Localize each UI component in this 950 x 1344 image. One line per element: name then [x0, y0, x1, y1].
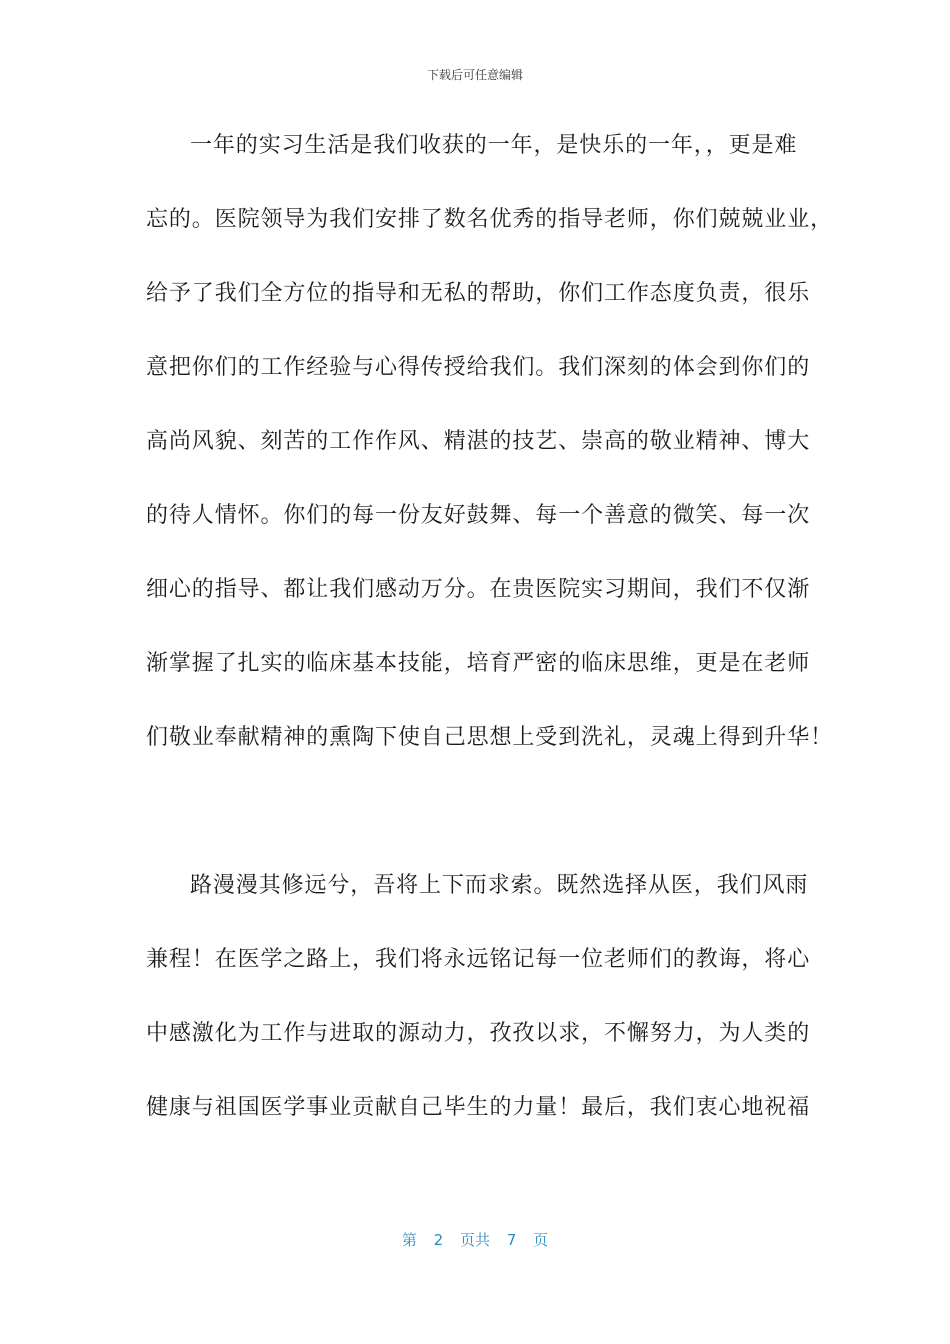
paragraph-line: 健康与祖国医学事业贡献自己毕生的力量！最后，我们衷心地祝福	[146, 1095, 811, 1120]
footer-middle: 页共	[459, 1231, 490, 1249]
document-body	[146, 122, 834, 1158]
paragraph-line: 给予了我们全方位的指导和无私的帮助，你们工作态度负责，很乐	[146, 281, 811, 306]
footer-suffix: 页	[533, 1231, 549, 1249]
paragraph-line: 高尚风貌、刻苦的工作作风、精湛的技艺、崇高的敬业精神、博大	[146, 429, 811, 454]
paragraph-line: 一年的实习生活是我们收获的一年，是快乐的一年，，更是难	[190, 133, 798, 158]
footer-total-pages: 7	[506, 1231, 517, 1249]
paragraph-2	[146, 862, 811, 1158]
page-footer	[0, 1229, 950, 1250]
paragraph-line: 渐掌握了扎实的临床基本技能，培育严密的临床思维，更是在老师	[146, 651, 811, 676]
paragraph-line: 们敬业奉献精神的熏陶下使自己思想上受到洗礼，灵魂上得到升华！	[146, 725, 834, 750]
paragraph-line: 意把你们的工作经验与心得传授给我们。我们深刻的体会到你们的	[146, 355, 811, 380]
paragraph-line: 细心的指导、都让我们感动万分。在贵医院实习期间，我们不仅渐	[146, 577, 811, 602]
paragraph-line: 路漫漫其修远兮，吾将上下而求索。既然选择从医，我们风雨	[190, 873, 809, 898]
footer-prefix: 第	[401, 1231, 417, 1249]
paragraph-line: 中感激化为工作与进取的源动力，孜孜以求，不懈努力，为人类的	[146, 1021, 811, 1046]
paragraph-spacer	[146, 788, 806, 862]
paragraph-1	[146, 122, 834, 788]
paragraph-line: 的待人情怀。你们的每一份友好鼓舞、每一个善意的微笑、每一次	[146, 503, 811, 528]
paragraph-line: 忘的。医院领导为我们安排了数名优秀的指导老师，你们兢兢业业，	[146, 207, 834, 232]
page-header: 下载后可任意编辑	[426, 68, 523, 82]
paragraph-line: 兼程！在医学之路上，我们将永远铭记每一位老师们的教诲，将心	[146, 947, 811, 972]
footer-page-number: 2	[433, 1231, 444, 1249]
